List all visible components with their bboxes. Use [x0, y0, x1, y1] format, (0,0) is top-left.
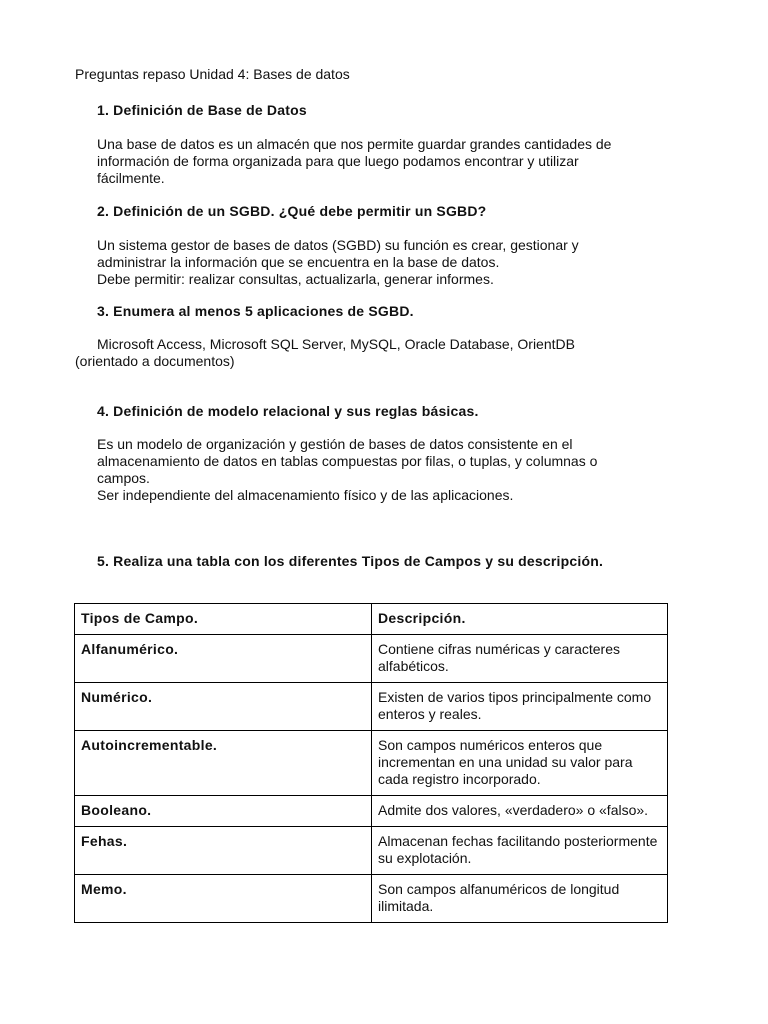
- field-type-cell: Memo.: [75, 875, 372, 923]
- table-row: [75, 796, 668, 827]
- answer-line: Una base de datos es un almacén que nos permite guardar grandes cantidades de: [97, 136, 612, 152]
- answer-line: Microsoft Access, Microsoft SQL Server, MySQL, Oracle Database, OrientDB: [97, 336, 575, 352]
- field-description-cell: Almacenan fechas facilitando posteriormente su explotación.: [372, 827, 668, 875]
- answer-line: almacenamiento de datos en tablas compuestas por filas, o tuplas, y columnas o: [97, 453, 598, 469]
- table-row: [75, 875, 668, 923]
- table-row: [75, 683, 668, 731]
- field-description-cell: Admite dos valores, «verdadero» o «falso».: [372, 796, 668, 827]
- table-row: [75, 635, 668, 683]
- field-type-cell: Numérico.: [75, 683, 372, 731]
- question-4-heading: 4. Definición de modelo relacional y sus reglas básicas.: [97, 403, 479, 419]
- document-title: Preguntas repaso Unidad 4: Bases de datos: [75, 66, 350, 82]
- question-5-heading: 5. Realiza una tabla con los diferentes Tipos de Campos y su descripción.: [97, 553, 604, 569]
- answer-line: Es un modelo de organización y gestión de bases de datos consistente en el: [97, 436, 573, 452]
- question-4-answer: [97, 436, 687, 504]
- answer-line: Ser independiente del almacenamiento físico y de las aplicaciones.: [97, 487, 514, 503]
- question-2-heading: 2. Definición de un SGBD. ¿Qué debe permitir un SGBD?: [97, 203, 487, 219]
- field-description-cell: Existen de varios tipos principalmente como enteros y reales.: [372, 683, 668, 731]
- field-description-cell: Son campos numéricos enteros que incrementan en una unidad su valor para cada registro incorporado.: [372, 731, 668, 796]
- answer-line: administrar la información que se encuentra en la base de datos.: [97, 254, 500, 270]
- answer-line: campos.: [97, 470, 150, 486]
- field-type-cell: Alfanumérico.: [75, 635, 372, 683]
- field-description-cell: Son campos alfanuméricos de longitud ilimitada.: [372, 875, 668, 923]
- question-1-answer: [97, 136, 687, 187]
- column-header-description: Descripción.: [372, 604, 668, 635]
- answer-line: información de forma organizada para que luego podamos encontrar y utilizar: [97, 153, 579, 169]
- table-row: [75, 827, 668, 875]
- field-description-cell: Contiene cifras numéricas y caracteres alfabéticos.: [372, 635, 668, 683]
- field-type-cell: Booleano.: [75, 796, 372, 827]
- answer-line: Debe permitir: realizar consultas, actualizarla, generar informes.: [97, 271, 494, 287]
- question-1-heading: 1. Definición de Base de Datos: [97, 102, 307, 118]
- answer-line: fácilmente.: [97, 170, 165, 186]
- question-3-answer: [75, 336, 675, 370]
- question-2-answer: [97, 237, 687, 288]
- field-type-cell: Autoincrementable.: [75, 731, 372, 796]
- table-header-row: [75, 604, 668, 635]
- column-header-type: Tipos de Campo.: [75, 604, 372, 635]
- field-type-cell: Fehas.: [75, 827, 372, 875]
- table-row: [75, 731, 668, 796]
- answer-line: Un sistema gestor de bases de datos (SGBD) su función es crear, gestionar y: [97, 237, 579, 253]
- answer-line: (orientado a documentos): [75, 353, 235, 369]
- question-3-heading: 3. Enumera al menos 5 aplicaciones de SGBD.: [97, 303, 414, 319]
- field-types-table: [74, 603, 668, 923]
